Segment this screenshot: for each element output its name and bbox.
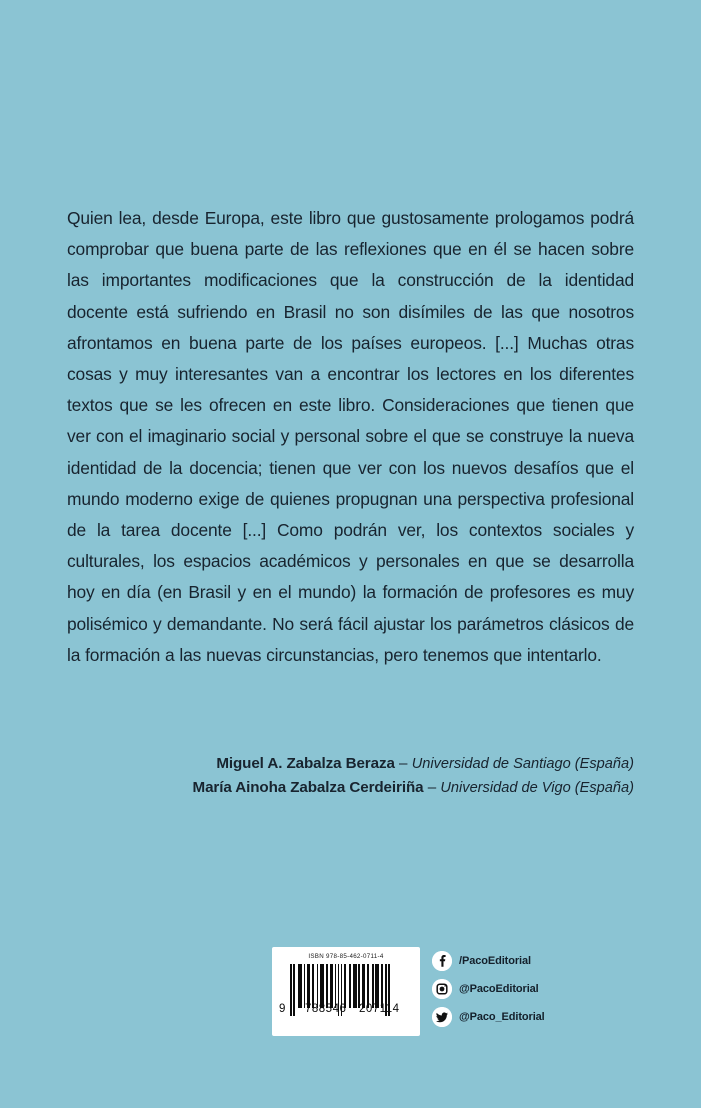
social-row-instagram[interactable] xyxy=(432,979,545,999)
social-handle-instagram: @PacoEditorial xyxy=(459,983,539,995)
social-row-facebook[interactable] xyxy=(432,951,545,971)
facebook-icon xyxy=(432,951,452,971)
credit-affiliation: Universidad de Vigo (España) xyxy=(440,780,634,796)
credit-line xyxy=(67,776,634,800)
barcode-lead-digit: 9 xyxy=(279,1003,286,1015)
credit-separator: – xyxy=(423,779,441,796)
isbn-barcode xyxy=(272,947,420,1036)
credit-separator: – xyxy=(394,755,412,772)
isbn-label: ISBN 978-85-462-0711-4 xyxy=(308,953,384,960)
blurb-paragraph: Quien lea, desde Europa, este libro que gustosamente prologamos podrá comprobar que buena parte de las reflexiones que en él se hacen sobre las importantes modificaciones que la construcción de la identidad docente está sufriendo en Brasil no son disímiles de las que nosotros afrontamos en buena parte de los países europeos. [...] Muchas otras cosas y muy interesantes van a encontrar los lectores en los diferentes textos que se les ofrecen en este libro. Consideraciones que tienen que ver con el imaginario social y personal sobre el que se construye la nueva identidad de la docencia; tienen que ver con los nuevos desafíos que el mundo moderno exige de quienes propugnan una perspectiva profesional de la tarea docente [...] Como podrán ver, los contextos sociales y culturales, los espacios académicos y personales en que se desarrolla hoy en día (en Brasil y en el mundo) la formación de profesores es muy polisémico y demandante. No será fácil ajustar los parámetros clásicos de la formación a las nuevas circunstancias, pero tenemos que intentarlo. xyxy=(67,208,634,665)
barcode-digit-group-one: 788546 xyxy=(305,1003,347,1015)
twitter-icon xyxy=(432,1007,452,1027)
social-handle-facebook: /PacoEditorial xyxy=(459,955,531,967)
credit-line xyxy=(67,752,634,776)
social-row-twitter[interactable] xyxy=(432,1007,545,1027)
barcode-bars-area xyxy=(279,964,413,1016)
social-handle-twitter: @Paco_Editorial xyxy=(459,1011,545,1023)
social-links-block xyxy=(432,951,545,1027)
blurb-text-block xyxy=(67,203,634,671)
credit-author-name: Miguel A. Zabalza Beraza xyxy=(216,755,395,772)
credit-affiliation: Universidad de Santiago (España) xyxy=(411,756,634,772)
credit-author-name: María Ainoha Zabalza Cerdeiriña xyxy=(192,779,424,796)
instagram-icon xyxy=(432,979,452,999)
barcode-digit-group-two: 207114 xyxy=(359,1003,400,1015)
credits-block xyxy=(67,752,634,800)
